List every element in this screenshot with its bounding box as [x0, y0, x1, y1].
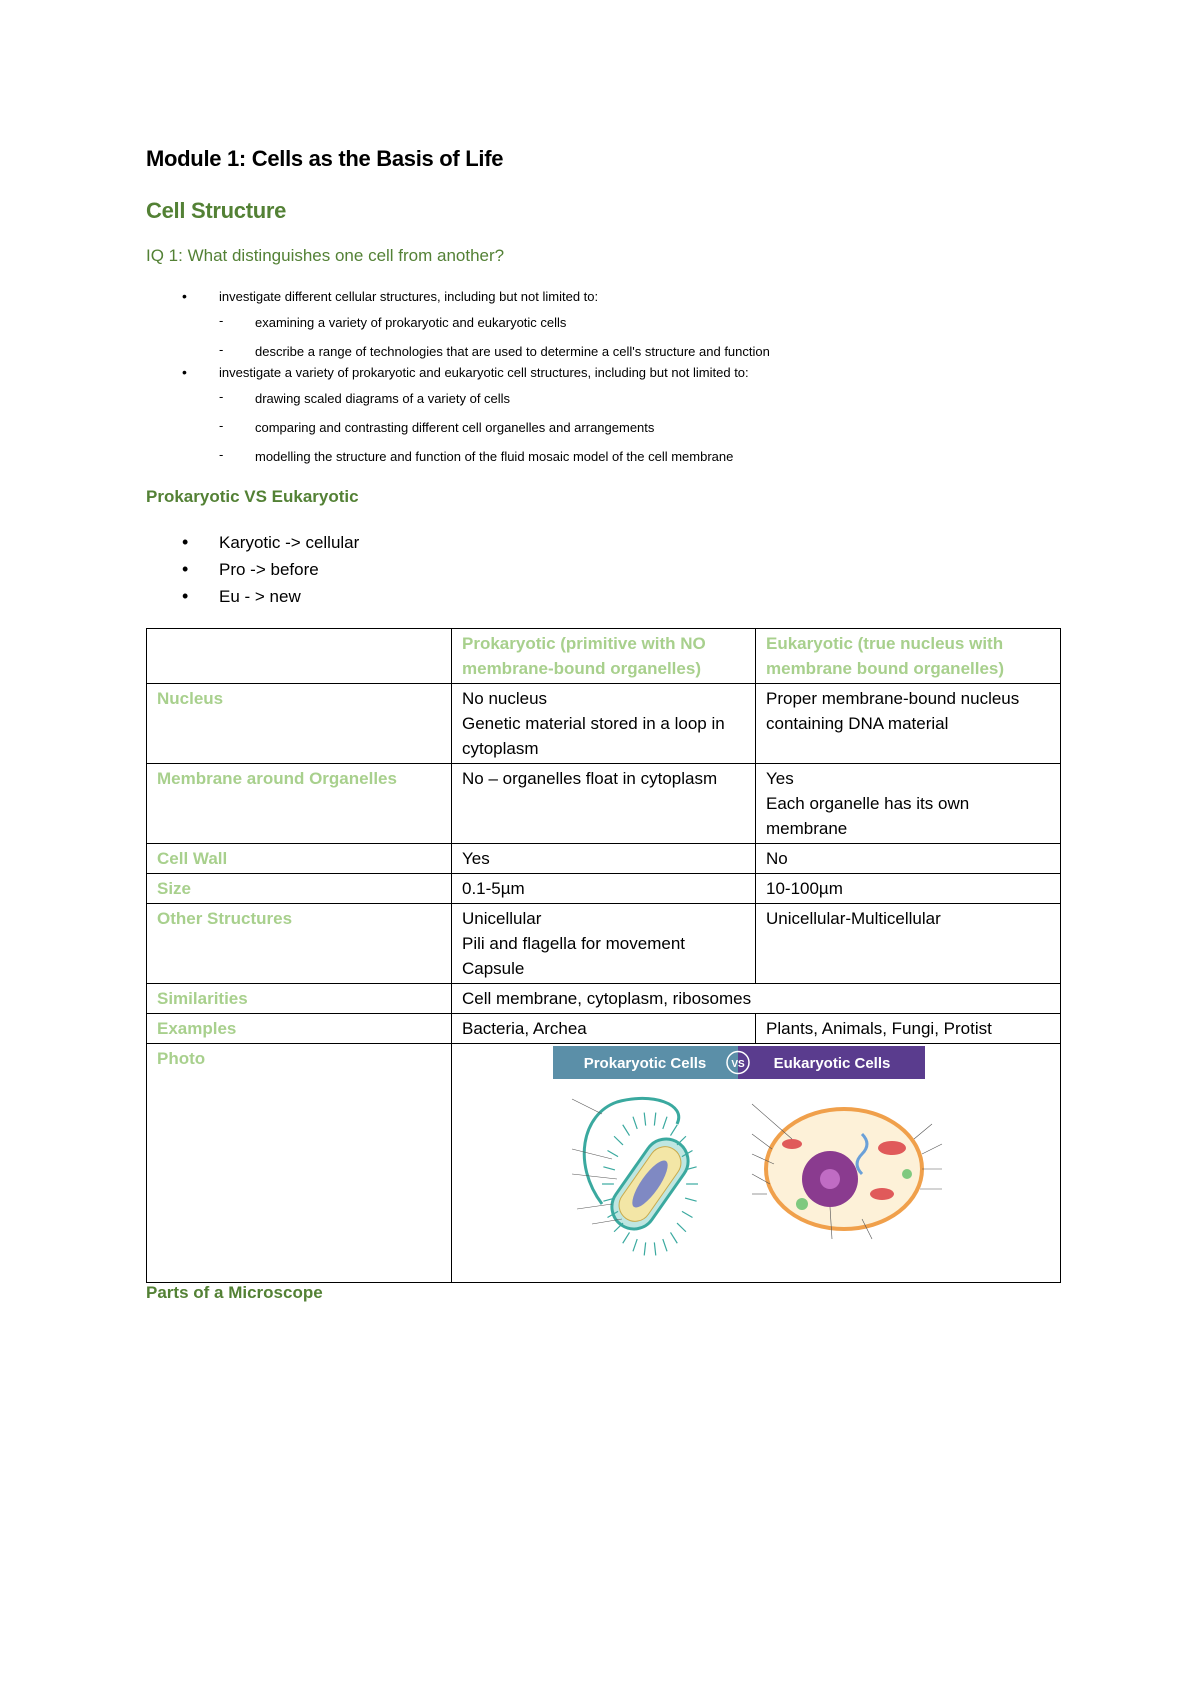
eukaryotic-cell [756, 904, 1061, 984]
pilus-line [614, 1136, 623, 1145]
prokaryotic-cell [452, 904, 756, 984]
eukaryotic-cell [756, 874, 1061, 904]
row-label: Membrane around Organelles [147, 764, 452, 844]
prokaryotic-cell-illustration [584, 1098, 698, 1255]
cell-line: Capsule [462, 959, 525, 978]
outcome-item [146, 364, 1060, 465]
pilus-line [671, 1125, 678, 1136]
header-cell-eukaryotic: Eukaryotic (true nucleus with membrane bound organelles) [756, 629, 1061, 684]
table-row [147, 764, 1061, 844]
outcome-text: • investigate different cellular structures, including but not limited to: [219, 289, 599, 304]
leader-line [752, 1104, 792, 1139]
document-content [146, 146, 1060, 1325]
eukaryotic-cell [756, 844, 1061, 874]
table-row [147, 1014, 1061, 1044]
banner-right-text: Eukaryotic Cells [773, 1055, 891, 1072]
eukaryotic-cell [756, 764, 1061, 844]
cell-line: Unicellular-Multicellular [766, 909, 941, 928]
pilus-line [603, 1167, 615, 1170]
mitochondrion-shape [782, 1139, 802, 1149]
vesicle-shape [902, 1169, 912, 1179]
prokaryotic-cell [452, 844, 756, 874]
pilus-line [663, 1239, 667, 1251]
pilus-line [654, 1113, 655, 1126]
cell-line: No – organelles float in cytoplasm [462, 769, 718, 788]
outcome-sub-item: - examining a variety of prokaryotic and eukaryotic cells [219, 314, 1060, 331]
pilus-line [682, 1211, 693, 1217]
table-row [147, 984, 1061, 1014]
pilus-line [685, 1198, 697, 1201]
table-row [147, 684, 1061, 764]
cell-line: Genetic material stored in a loop in cytoplasm [462, 714, 725, 758]
row-label: Other Structures [147, 904, 452, 984]
mitochondrion-shape [878, 1141, 906, 1155]
inquiry-question: IQ 1: What distinguishes one cell from another? [146, 246, 505, 265]
similarities-cell: Cell membrane, cytoplasm, ribosomes [452, 984, 1061, 1014]
leader-line [577, 1204, 612, 1209]
cell-line: Each organelle has its own membrane [766, 794, 970, 838]
vesicle-shape [796, 1198, 808, 1210]
leader-line [922, 1144, 942, 1154]
cell-line: No [766, 849, 788, 868]
cell-line: Plants, Animals, Fungi, Protist [766, 1019, 992, 1038]
cell-line: No nucleus [462, 689, 548, 708]
cell-comparison-figure [452, 1044, 1060, 1282]
photo-cell [452, 1044, 1061, 1283]
table-row [147, 844, 1061, 874]
syllabus-outcomes [146, 288, 1060, 465]
etymology-item: • Eu - > new [146, 583, 1060, 610]
prokaryotic-cell [452, 684, 756, 764]
cell-line: Proper membrane-bound nucleus containing DNA material [766, 689, 1020, 733]
outcome-sub-item: - describe a range of technologies that are used to determine a cell's structure and function [219, 343, 1060, 360]
cell-line: Bacteria, Archea [462, 1019, 587, 1038]
pilus-line [671, 1232, 678, 1243]
row-label: Examples [147, 1014, 452, 1044]
banner-left-text: Prokaryotic Cells [583, 1055, 707, 1072]
pilus-line [663, 1117, 667, 1129]
header-cell-prokaryotic: Prokaryotic (primitive with NO membrane-bound organelles) [452, 629, 756, 684]
nucleolus-shape [820, 1169, 840, 1189]
table-body [147, 684, 1061, 1044]
pilus-line [633, 1117, 637, 1129]
outcome-sub-item: - comparing and contrasting different cell organelles and arrangements [219, 419, 1060, 436]
table-row-photo [147, 1044, 1061, 1283]
pilus-line [644, 1113, 645, 1126]
etymology-list [146, 529, 1060, 610]
row-label: Cell Wall [147, 844, 452, 874]
etymology-item: • Pro -> before [146, 556, 1060, 583]
banner-vs-text: VS [731, 1059, 745, 1070]
prokaryotic-cell [452, 764, 756, 844]
pilus-line [654, 1242, 655, 1255]
cell-line: Unicellular [462, 909, 542, 928]
pro-vs-eu-heading: Prokaryotic VS Eukaryotic [146, 487, 359, 506]
leader-line [572, 1174, 617, 1179]
eukaryotic-cell [756, 684, 1061, 764]
etymology-item: • Karyotic -> cellular [146, 529, 1060, 556]
section-heading: Cell Structure [146, 198, 287, 223]
cell-diagram-svg [452, 1044, 1061, 1282]
leader-line [752, 1134, 772, 1149]
cell-line: 10-100µm [766, 879, 843, 898]
outcome-text: • investigate a variety of prokaryotic and eukaryotic cell structures, including but not limited to: [219, 365, 749, 380]
outcome-sub-item: - modelling the structure and function of the fluid mosaic model of the cell membrane [219, 448, 1060, 465]
outcome-item [146, 288, 1060, 360]
prokaryotic-cell [452, 874, 756, 904]
row-label: Nucleus [147, 684, 452, 764]
pilus-line [644, 1242, 645, 1255]
header-cell-empty [147, 629, 452, 684]
cell-line: Yes [462, 849, 490, 868]
pilus-line [623, 1125, 630, 1136]
row-label: Similarities [147, 984, 452, 1014]
pilus-line [623, 1232, 630, 1243]
leader-line [572, 1149, 612, 1159]
pilus-line [633, 1239, 637, 1251]
microscope-heading: Parts of a Microscope [146, 1283, 323, 1302]
leader-line [914, 1124, 932, 1139]
row-label: Size [147, 874, 452, 904]
cell-line: 0.1-5µm [462, 879, 525, 898]
table-row [147, 904, 1061, 984]
module-title: Module 1: Cells as the Basis of Life [146, 146, 504, 171]
eukaryotic-cell-illustration [766, 1109, 922, 1229]
outcome-sub-item: - drawing scaled diagrams of a variety of cells [219, 390, 1060, 407]
cell-line: Yes [766, 769, 794, 788]
pilus-line [607, 1151, 618, 1157]
mitochondrion-shape [870, 1188, 894, 1200]
comparison-table [146, 628, 1061, 1283]
table-row [147, 874, 1061, 904]
cell-line: Pili and flagella for movement [462, 934, 686, 953]
table-header-row [147, 629, 1061, 684]
eukaryotic-cell [756, 1014, 1061, 1044]
row-label: Photo [147, 1044, 452, 1283]
pilus-line [677, 1223, 686, 1232]
prokaryotic-cell [452, 1014, 756, 1044]
leader-line [572, 1099, 602, 1114]
